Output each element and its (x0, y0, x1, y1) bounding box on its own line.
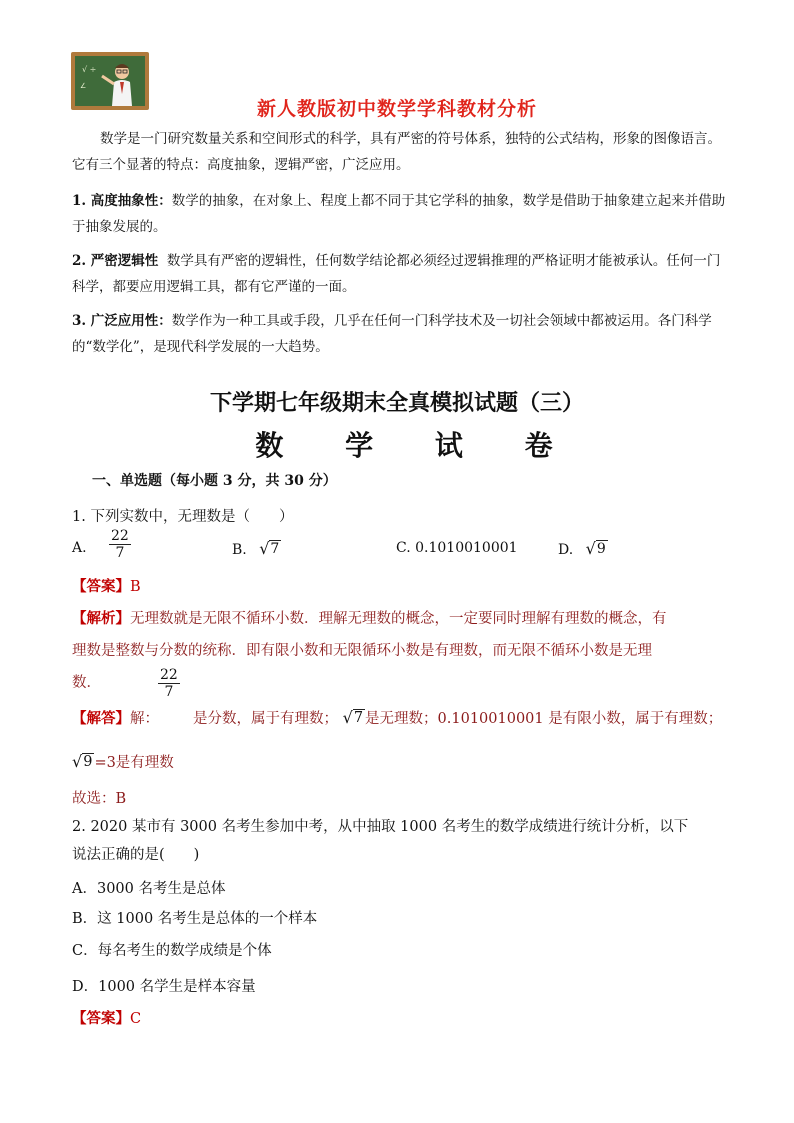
solution-text: 是分数，属于有理数； (193, 711, 338, 727)
fraction-denominator: 7 (164, 684, 174, 700)
radicand: 7 (353, 710, 364, 726)
svg-text:√ ÷: √ ÷ (82, 65, 97, 74)
fraction-denominator: 7 (115, 545, 125, 561)
answer-tag: 【答案】 (72, 578, 130, 595)
q1-option-b (232, 540, 281, 558)
answer-value: C (130, 1011, 142, 1027)
answer-tag: 【答案】 (72, 1010, 130, 1027)
question-2-stem-line-2: 说法正确的是( ) (72, 847, 200, 863)
q1-analysis-line-2: 理数是整数与分数的统称．即有限小数和无限循环小数是有理数，而无限不循环小数是无理 (72, 643, 652, 659)
solution-text: =3是有理数 (94, 755, 174, 771)
question-1-stem: 1. 下列实数中，无理数是（ ） (72, 509, 294, 525)
analysis-fraction (158, 664, 180, 700)
point-application (72, 308, 732, 360)
q1-option-d (558, 540, 608, 558)
option-label: D. (558, 542, 574, 558)
q2-option-c: C．每名考生的数学成绩是个体 (72, 943, 272, 959)
point-label: 1. 高度抽象性： (72, 193, 172, 209)
q1-option-c: C. 0.1010010001 (396, 540, 518, 556)
point-text: 数学作为一种工具或手段，几乎在任何一门科学技术及一切社会领域中都被运用。各门科学的“数学化”，是现代科学发展的一大趋势。 (72, 313, 712, 355)
intro-paragraph: 数学是一门研究数量关系和空间形式的科学，具有严密的符号体系，独特的公式结构，形象的图像语言。它有三个显著的特点：高度抽象，逻辑严密，广泛应用。 (72, 131, 721, 173)
solution-text: 是无理数；0.1010010001 是有限小数，属于有理数； (365, 711, 723, 727)
fraction-numerator: 22 (160, 667, 178, 683)
analysis-tag: 【解析】 (72, 610, 130, 627)
solution-text: 解： (130, 711, 159, 727)
point-text: 数学的抽象，在对象上、程度上都不同于其它学科的抽象，数学是借助于抽象建立起来并借助于抽象发展的。 (72, 193, 726, 235)
sqrt-expression: √ 9 (585, 539, 606, 558)
radicand: 9 (83, 754, 93, 770)
question-2-stem: 2. 2020 某市有 3000 名考生参加中考，从中抽取 1000 名考生的数学成绩进行统计分析，以下 (72, 819, 689, 835)
sqrt-expression: √ 7 (259, 539, 280, 558)
point-label: 2. 严密逻辑性 (72, 253, 159, 269)
svg-text:∠: ∠ (80, 82, 87, 90)
answer-value: B (130, 579, 141, 595)
subject-title: 数 学 试 卷 (255, 429, 579, 462)
q1-solution (72, 704, 732, 734)
option-label: B. (232, 542, 247, 558)
q1-choice: 故选：B (72, 791, 127, 807)
sqrt-expression: √ 7 (342, 708, 364, 727)
section-heading: 一、单选题（每小题 3 分，共 30 分） (92, 473, 337, 489)
sqrt-expression: √ 9 (72, 752, 93, 771)
q1-analysis-line-3: 数． (72, 675, 101, 691)
point-logic (72, 248, 732, 300)
fraction-numerator: 22 (111, 528, 129, 544)
q2-option-b: B．这 1000 名考生是总体的一个样本 (72, 911, 318, 927)
radicand: 7 (270, 541, 280, 557)
option-label: A. (72, 540, 87, 556)
fraction (158, 667, 180, 700)
radicand: 9 (596, 541, 606, 557)
exam-title: 下学期七年级期末全真模拟试题（三） (209, 390, 584, 416)
q1-analysis (72, 604, 732, 634)
solution-tag: 【解答】 (72, 710, 130, 727)
analysis-line: 无理数就是无限不循环小数．理解无理数的概念，一定要同时理解有理数的概念，有 (130, 611, 667, 627)
q2-option-a: A．3000 名考生是总体 (72, 881, 226, 897)
q2-option-d: D．1000 名学生是样本容量 (72, 979, 256, 995)
q2-answer (72, 1004, 732, 1034)
point-abstraction (72, 188, 732, 240)
fraction (109, 528, 131, 561)
point-text: 数学具有严密的逻辑性，任何数学结论都必须经过逻辑推理的严格证明才能被承认。任何一门科学，都要应用逻辑工具，都有它严谨的一面。 (72, 253, 721, 295)
q1-option-a (72, 528, 131, 561)
point-label: 3. 广泛应用性： (72, 313, 172, 329)
page-title: 新人教版初中数学学科教材分析 (256, 98, 537, 120)
q1-solution-line-2 (72, 748, 732, 778)
q1-answer (72, 572, 732, 602)
